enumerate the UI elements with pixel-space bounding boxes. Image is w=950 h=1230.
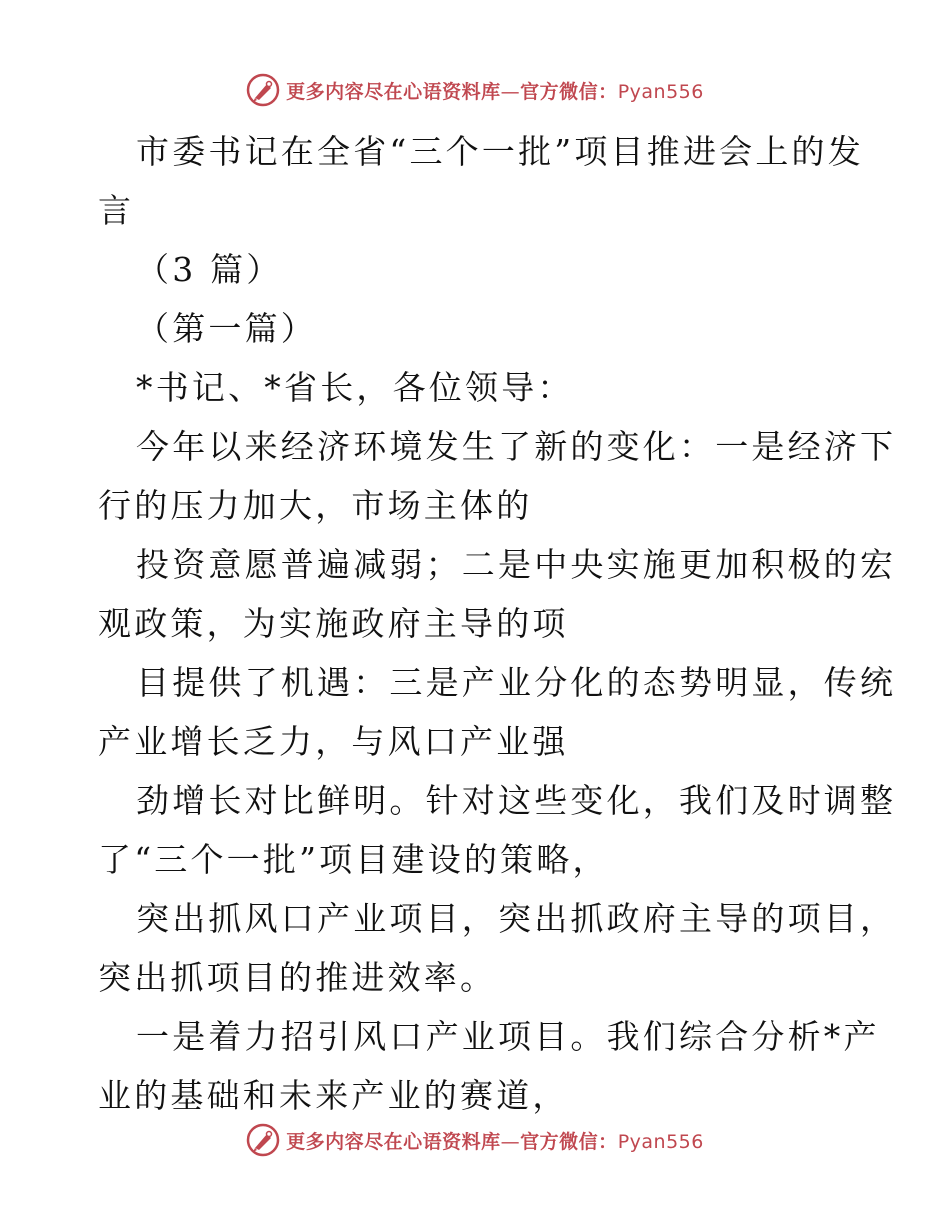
pen-logo-icon [246, 73, 280, 107]
paragraph-line: 突出抓风口产业项目，突出抓政府主导的项目， [136, 899, 897, 938]
paragraph-line: 业的基础和未来产业的赛道， [98, 1076, 569, 1115]
title-line-1: 市委书记在全省“三个一批”项目推进会上的发 [136, 132, 864, 171]
section-heading: （第一篇） [136, 309, 317, 348]
paragraph-line: 突出抓项目的推进效率。 [98, 958, 497, 997]
paragraph-line: 今年以来经济环境发生了新的变化：一是经济下 [136, 427, 897, 466]
paragraph-line: 产业增长乏力，与风口产业强 [98, 722, 569, 761]
document-body [98, 122, 897, 1125]
paragraph-line: 行的压力加大，市场主体的 [98, 486, 533, 525]
pen-logo-icon [246, 1123, 280, 1157]
paragraph-line: 目提供了机遇：三是产业分化的态势明显，传统 [136, 663, 897, 702]
salutation: *书记、*省长，各位领导： [136, 368, 574, 407]
paragraph-line: 观政策，为实施政府主导的项 [98, 604, 569, 643]
paragraph-line: 投资意愿普遍减弱；二是中央实施更加积极的宏 [136, 545, 897, 584]
paragraph-line: 劲增长对比鲜明。针对这些变化，我们及时调整 [136, 781, 897, 820]
footer-watermark [0, 1120, 950, 1160]
paragraph-line: 一是着力招引风口产业项目。我们综合分析*产 [136, 1017, 880, 1056]
header-watermark [0, 70, 950, 110]
title-line-2: 言 [98, 191, 135, 230]
paragraph-line: 了“三个一批”项目建设的策略， [98, 840, 609, 879]
watermark-text: 更多内容尽在心语资料库—官方微信：Pyan556 [286, 1130, 704, 1153]
article-count: （3 篇） [136, 250, 283, 289]
watermark-text: 更多内容尽在心语资料库—官方微信：Pyan556 [286, 80, 704, 103]
